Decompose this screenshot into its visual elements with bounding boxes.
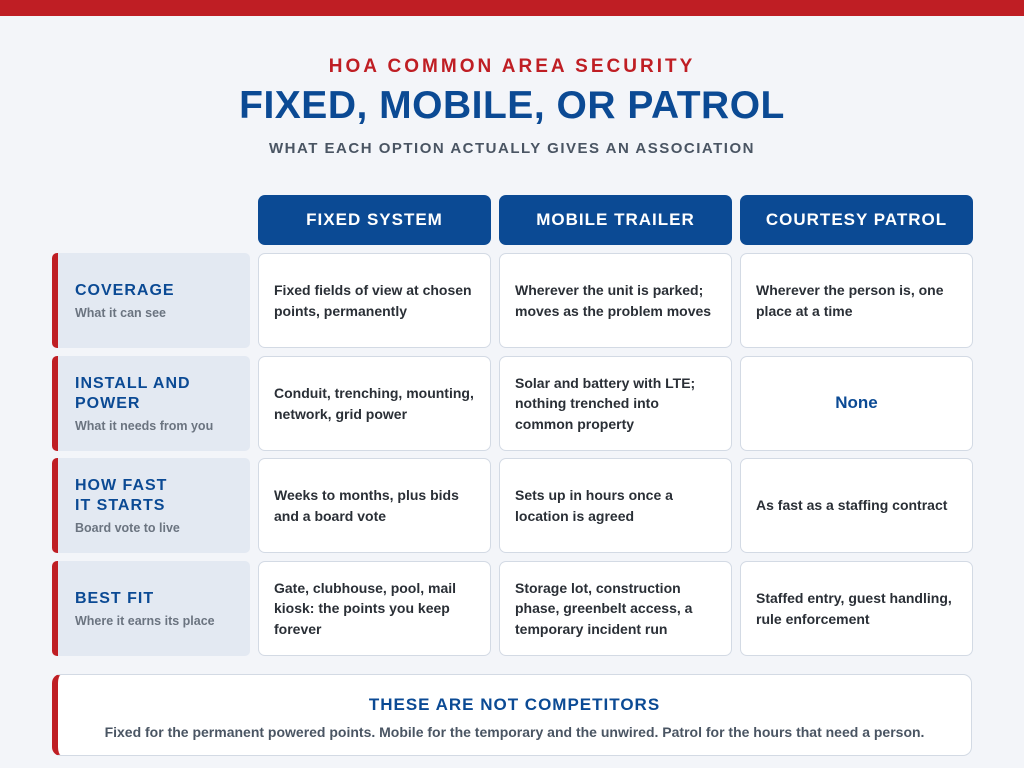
cell-coverage-mobile [499,253,732,348]
page-subtitle: WHAT EACH OPTION ACTUALLY GIVES AN ASSOCIATION [269,140,755,157]
cell-install-patrol [740,356,973,451]
row-title: INSTALL AND POWER [75,375,191,412]
row-subtitle: What it needs from you [75,419,214,433]
row-label-coverage [52,253,250,348]
cell-speed-fixed [258,458,491,553]
page-title: FIXED, MOBILE, OR PATROL [239,84,785,127]
cell-install-mobile [499,356,732,451]
cell-text: Staffed entry, guest handling, rule enforcement [756,590,952,627]
cell-coverage-fixed [258,253,491,348]
cell-text: As fast as a staffing contract [756,497,948,514]
row-subtitle: Where it earns its place [75,614,215,628]
cell-speed-patrol [740,458,973,553]
column-header-mobile-trailer: MOBILE TRAILER [499,195,732,245]
row-title: HOW FAST IT STARTS [75,477,168,514]
cell-text: None [835,393,878,413]
cell-text: Wherever the unit is parked; moves as the problem moves [515,282,712,319]
cell-fit-fixed [258,561,491,656]
cell-text: Sets up in hours once a location is agreed [515,487,673,524]
cell-text: Fixed fields of view at chosen points, permanently [274,282,472,319]
cell-text: Gate, clubhouse, pool, mail kiosk: the points you keep forever [274,579,457,637]
callout-title: THESE ARE NOT COMPETITORS [368,695,661,714]
cell-fit-mobile [499,561,732,656]
cell-speed-mobile [499,458,732,553]
row-label-how-fast [52,458,250,553]
top-accent-bar [0,0,1024,16]
callout-text: Fixed for the permanent powered points. Mobile for the temporary and the unwired. Patrol for the hours that need a person. [104,724,925,740]
cell-install-fixed [258,356,491,451]
cell-text: Wherever the person is, one place at a time [756,282,944,319]
cell-text: Weeks to months, plus bids and a board vote [274,487,459,524]
row-subtitle: Board vote to live [75,521,180,535]
column-header-fixed-system: FIXED SYSTEM [258,195,491,245]
summary-callout [52,674,972,756]
row-title: COVERAGE [75,282,175,299]
column-header-courtesy-patrol: COURTESY PATROL [740,195,973,245]
cell-text: Conduit, trenching, mounting, network, grid power [274,385,474,422]
row-title: BEST FIT [75,590,155,607]
cell-coverage-patrol [740,253,973,348]
row-subtitle: What it can see [75,306,166,320]
row-label-install-power [52,356,250,451]
cell-text: Solar and battery with LTE; nothing trenched into common property [515,374,696,432]
eyebrow-text: HOA COMMON AREA SECURITY [328,56,696,77]
row-label-best-fit [52,561,250,656]
cell-text: Storage lot, construction phase, greenbelt access, a temporary incident run [515,579,693,637]
cell-fit-patrol [740,561,973,656]
